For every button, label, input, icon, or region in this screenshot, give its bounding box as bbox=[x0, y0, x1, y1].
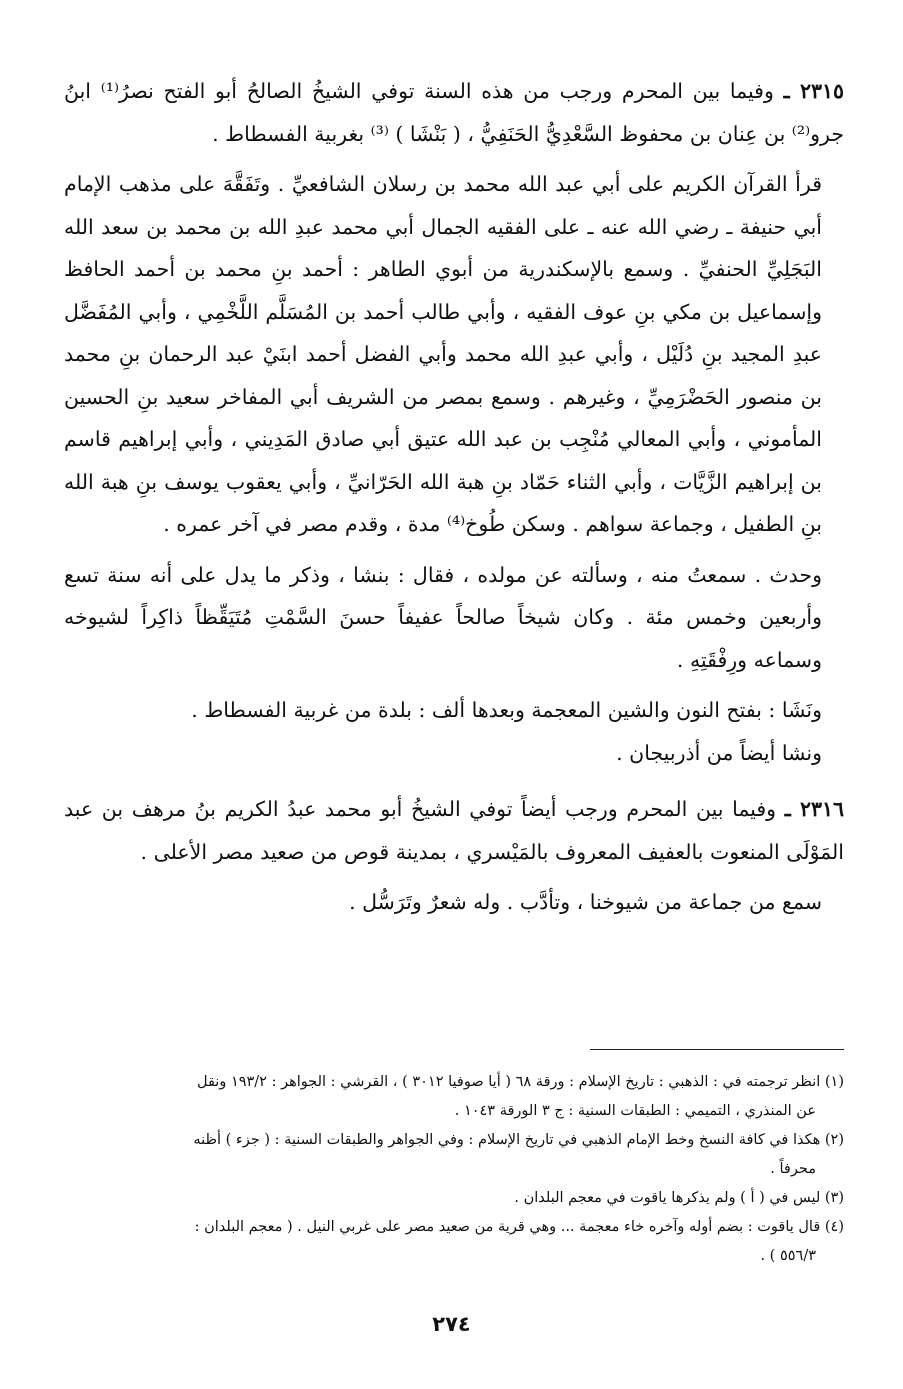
entry-2315-narration-paragraph: وحدث . سمعتُ منه ، وسألته عن مولده ، فقال : بنشا ، وذكر ما يدل على أنه سنة تسع وأربعين وخمس مئة . وكان شيخاً صالحاً عفيفاً حسنَ السَّمْتِ مُتَيَقِّظاً ذاكِراً لشيوخه وسماعه ورِفْقَتِهِ . bbox=[64, 562, 822, 672]
biography-text bbox=[64, 70, 844, 924]
footnote-divider bbox=[590, 1049, 844, 1050]
footnote-1-line-2: عن المنذري ، التميمي : الطبقات السنية : ج ٣ الورقة ١٠٤٣ . bbox=[454, 1103, 816, 1119]
place-note-line-1: ونَشَا : بفتح النون والشين المعجمة وبعدها ألف : بلدة من غربية الفسطاط . bbox=[191, 698, 822, 722]
entry-2316-study-paragraph: سمع من جماعة من شيوخنا ، وتأدَّب . وله شعرٌ وتَرَسُّل . bbox=[349, 890, 822, 914]
place-note-line-2: ونشا أيضاً من أذربيجان . bbox=[616, 740, 822, 765]
footnote-4-line-1: (٤) قال ياقوت : بضم أوله وآخره خاء معجمة ... وهي قرية من صعيد مصر على غربي النيل . ( معجم البلدان : bbox=[194, 1219, 844, 1235]
footnote-1-line-1: (١) انظر ترجمته في : الذهبي : تاريخ الإسلام : ورقة ٦٨ ( أيا صوفيا ٣٠١٢ ) ، القرشي : الجواهر : ١٩٣/٢ ونقل bbox=[196, 1074, 844, 1090]
page-number: ٢٧٤ bbox=[432, 1312, 471, 1336]
entry-2315-intro: وفيما بين المحرم ورجب من هذه السنة توفي الشيخُ الصالحُ أبو الفتح نصرُ⁽¹⁾ ابنُ جرو⁽²⁾ بن عِنان بن محفوظ السَّعْدِيُّ الحَنَفِيُّ ، ( بَنْشَا ) ⁽³⁾ بغربية الفسطاط . bbox=[64, 79, 844, 146]
footnote-3: (٣) ليس في ( أ ) ولم يذكرها ياقوت في معجم البلدان . bbox=[514, 1190, 844, 1206]
entry-2315-opening bbox=[64, 70, 844, 155]
main-text-column bbox=[64, 70, 844, 924]
entry-2316-intro: وفيما بين المحرم ورجب أيضاً توفي الشيخُ أبو محمد عبدُ الكريم بنُ مرهف بن عبد المَوْلَى المنعوت بالعفيف المعروف بالمَيْسري ، بمدينة قوص من صعيد مصر الأعلى . bbox=[64, 797, 844, 864]
footnote-2-line-1: (٢) هكذا في كافة النسخ وخط الإمام الذهبي في تاريخ الإسلام : وفي الجواهر والطبقات السنية : ( جزء ) أظنه bbox=[193, 1132, 844, 1148]
place-name-note bbox=[64, 689, 844, 774]
footnote-2-line-2: محرفاً . bbox=[770, 1161, 816, 1177]
entry-number-2316: ٢٣١٦ ـ bbox=[784, 797, 844, 821]
entry-number-2315: ٢٣١٥ ـ bbox=[783, 79, 844, 103]
entry-2316-opening bbox=[64, 788, 844, 873]
footnote-4-line-2: ٥٥٦/٣ ) . bbox=[760, 1248, 816, 1264]
entry-2315-study-paragraph: قرأ القرآن الكريم على أبي عبد الله محمد بن رسلان الشافعيِّ . وتَفَقَّهَ على مذهب الإمام أبي حنيفة ـ رضي الله عنه ـ على الفقيه الجمال أبي محمد عبدِ الله بن محمد بن سعد الله البَجَلِيِّ الحنفيِّ . وسمع بالإسكندرية من أبوي الطاهر : أحمد بنِ محمد بن أحمد الحافظ وإسماعيل بن مكي بنِ عوف الفقيه ، وأبي طالب أحمد بن المُسَلَّم اللَّخْمِي ، وأبي المُفَضَّل عبدِ المجيد بنِ دُلَيْل ، وأبي عبدِ الله محمد وأبي الفضل أحمد ابنَيْ عبد الرحمان بنِ محمد بن منصور الحَضْرَمِيِّ ، وغيرهم . وسمع بمصر من الشريف أبي المفاخر سعيد بنِ الحسين المأموني ، وأبي المعالي مُنْجِب بن عبد الله عتيق أبي صادق المَدِيني ، وأبي إبراهيم قاسم بن إبراهيم الزَّيَّات ، وأبي الثناء حَمّاد بنِ هبة الله الحَرّانيِّ ، وأبي يعقوب يوسف بنِ هبة الله بنِ الطفيل ، وجماعة سواهم . وسكن طُوخ⁽⁴⁾ مدة ، وقدم مصر في آخر عمره . bbox=[64, 172, 822, 536]
footnotes-section bbox=[64, 1068, 844, 1271]
